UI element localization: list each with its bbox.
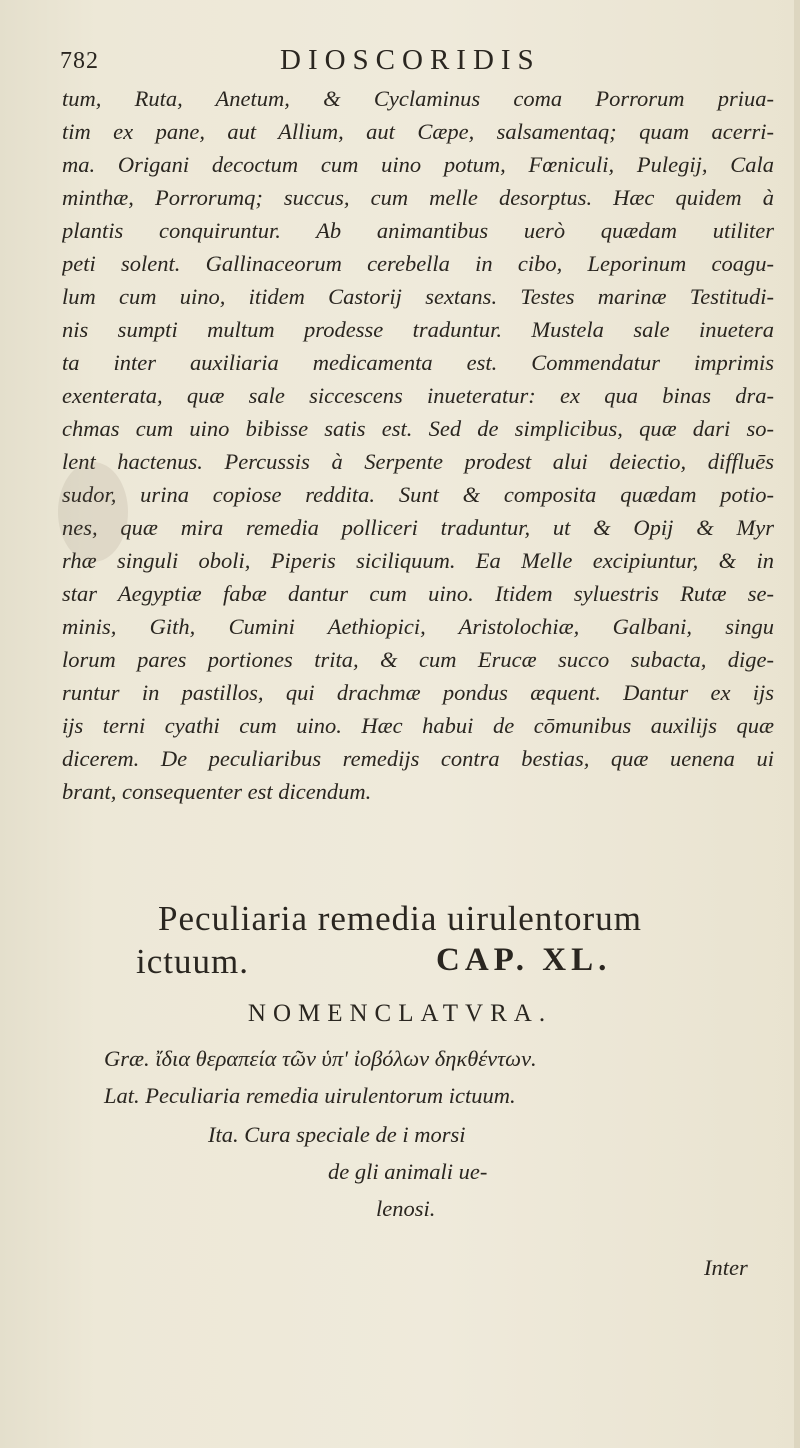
chapter-title-continuation: ictuum.	[136, 942, 249, 981]
text-line: peti solent. Gallinaceorum cerebella in cibo, Leporinum coagu-	[62, 251, 774, 276]
catchword: Inter	[704, 1255, 748, 1280]
greek-synonym: Græ. ἴδια θεραπεία τῶν ὑπ' ἰοβόλων δηκθέντων.	[104, 1046, 537, 1071]
italian-synonym-line: Ita. Cura speciale de i morsi	[208, 1122, 466, 1147]
page-number: 782	[60, 48, 99, 74]
nomenclatura-heading: NOMENCLATVRA.	[247, 1000, 553, 1027]
chapter-title-line-2	[136, 942, 756, 986]
text-line: ijs terni cyathi cum uino. Hæc habui de cōmunibus auxilijs quæ	[62, 713, 774, 738]
text-line: ta inter auxiliaria medicamenta est. Commendatur imprimis	[62, 350, 774, 375]
body-text	[62, 82, 774, 808]
page-edge	[794, 0, 800, 1448]
italian-synonym-line: de gli animali ue-	[328, 1159, 488, 1184]
chapter-title: Peculiaria remedia uirulentorum	[158, 899, 642, 938]
latin-synonym: Lat. Peculiaria remedia uirulentorum ictuum.	[104, 1083, 516, 1108]
text-line: minthæ, Porrorumq; succus, cum melle desorptus. Hæc quidem à	[62, 185, 774, 210]
text-line: sudor, urina copiose reddita. Sunt & composita quædam potio-	[62, 482, 774, 507]
text-line: rhæ singuli oboli, Piperis siciliquum. Ea Melle excipiuntur, & in	[62, 548, 774, 573]
text-line: star Aegyptiæ fabæ dantur cum uino. Itidem syluestris Rutæ se-	[62, 581, 774, 606]
text-line: exenterata, quæ sale siccescens inueteratur: ex qua binas dra-	[62, 383, 774, 408]
italian-synonym-line: lenosi.	[376, 1196, 436, 1221]
text-line: tim ex pane, aut Allium, aut Cæpe, salsamentaq; quam acerri-	[62, 119, 774, 144]
text-line: plantis conquiruntur. Ab animantibus uerò quædam utiliter	[62, 218, 774, 243]
chapter-number: CAP. XL.	[436, 942, 612, 978]
text-line: ma. Origani decoctum cum uino potum, Fœniculi, Pulegij, Cala	[62, 152, 774, 177]
text-line: nis sumpti multum prodesse traduntur. Mustela sale inuetera	[62, 317, 774, 342]
text-line: runtur in pastillos, qui drachmæ pondus æquent. Dantur ex ijs	[62, 680, 774, 705]
text-line: tum, Ruta, Anetum, & Cyclaminus coma Porrorum priua-	[62, 86, 774, 111]
text-line: nes, quæ mira remedia polliceri traduntur, ut & Opij & Myr	[62, 515, 774, 540]
text-line: lum cum uino, itidem Castorij sextans. Testes marinæ Testitudi-	[62, 284, 774, 309]
text-line: lent hactenus. Percussis à Serpente prodest alui deiectio, diffluēs	[62, 449, 774, 474]
paper-stain	[58, 462, 128, 562]
running-head	[0, 44, 800, 84]
text-line: dicerem. De peculiaribus remedijs contra bestias, quæ uenena ui	[62, 746, 774, 771]
text-line: brant, consequenter est dicendum.	[62, 779, 372, 804]
text-line: minis, Gith, Cumini Aethiopici, Aristolochiæ, Galbani, singu	[62, 614, 774, 639]
running-title: DIOSCORIDIS	[280, 44, 541, 76]
text-line: chmas cum uino bibisse satis est. Sed de simplicibus, quæ dari so-	[62, 416, 774, 441]
text-line: lorum pares portiones trita, & cum Erucæ succo subacta, dige-	[62, 647, 774, 672]
